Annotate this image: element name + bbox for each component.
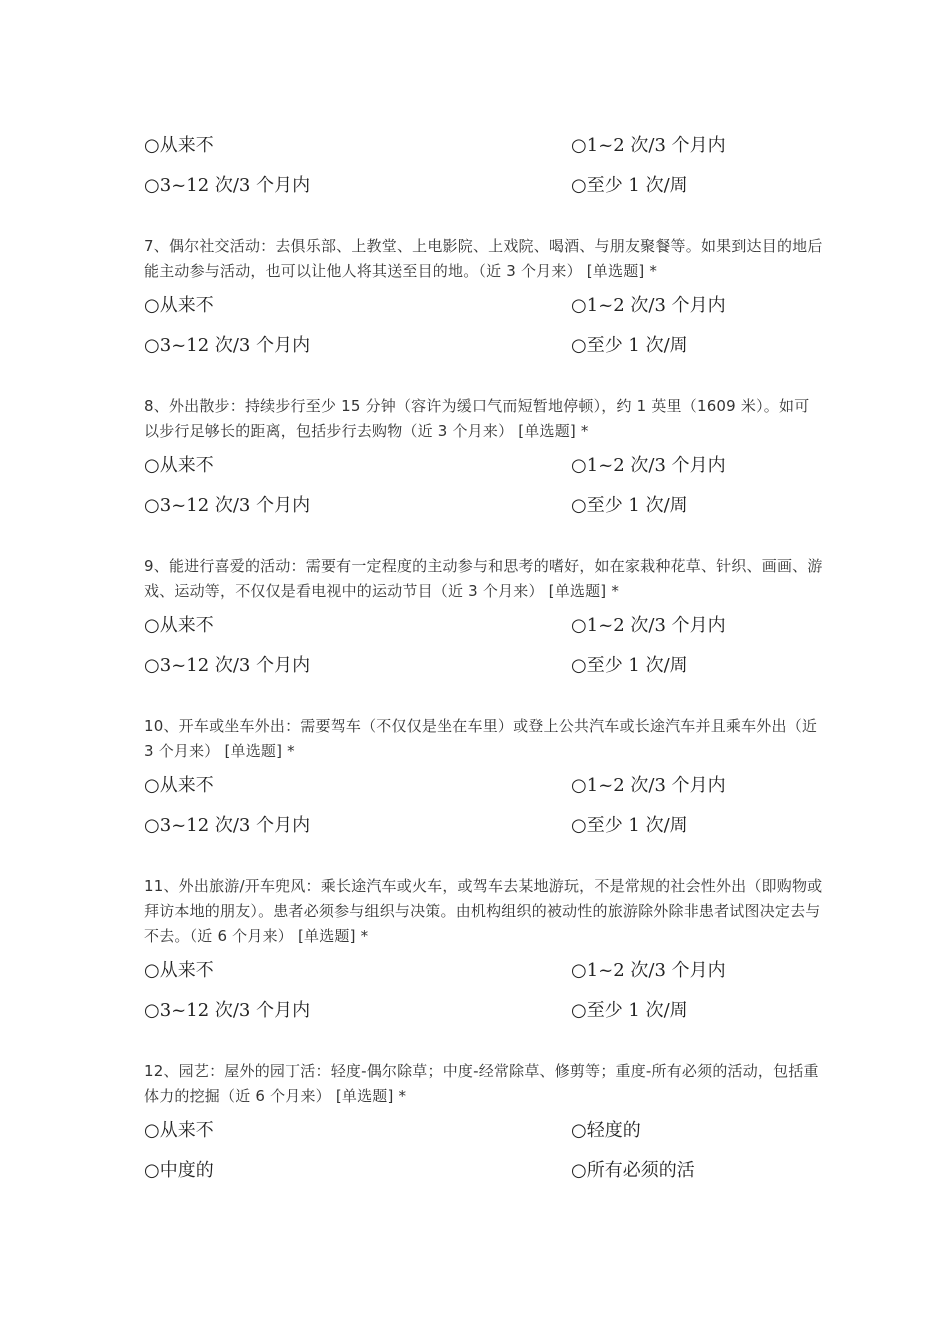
option-3-12-times[interactable]: ○3~12 次/3 个月内 bbox=[144, 815, 311, 836]
options-grid bbox=[144, 768, 824, 848]
option-3-12-times[interactable]: ○3~12 次/3 个月内 bbox=[144, 495, 311, 516]
option-3-12-times[interactable]: ○3~12 次/3 个月内 bbox=[144, 1000, 311, 1021]
option-1-2-times[interactable]: ○1~2 次/3 个月内 bbox=[571, 135, 726, 156]
options-grid bbox=[144, 288, 824, 368]
option-never[interactable]: ○从来不 bbox=[144, 960, 214, 981]
options-grid bbox=[144, 608, 824, 688]
question-text: 10、开车或坐车外出：需要驾车（不仅仅是坐在车里）或登上公共汽车或长途汽车并且乘车外出（近 3 个月来） [单选题] * bbox=[144, 717, 818, 760]
option-1-2-times[interactable]: ○1~2 次/3 个月内 bbox=[571, 455, 726, 476]
option-never[interactable]: ○从来不 bbox=[144, 1120, 214, 1141]
option-1-2-times[interactable]: ○1~2 次/3 个月内 bbox=[571, 960, 726, 981]
options-grid bbox=[144, 128, 824, 208]
option-weekly[interactable]: ○至少 1 次/周 bbox=[571, 1000, 688, 1021]
option-moderate[interactable]: ○中度的 bbox=[144, 1160, 214, 1181]
options-grid bbox=[144, 953, 824, 1033]
question-text: 9、能进行喜爱的活动：需要有一定程度的主动参与和思考的嗜好，如在家栽种花草、针织、画画、游戏、运动等，不仅仅是看电视中的运动节目（近 3 个月来） [单选题] * bbox=[144, 557, 823, 600]
question-text: 11、外出旅游/开车兜风：乘长途汽车或火车，或驾车去某地游玩，不是常规的社会性外出（即购物或拜访本地的朋友）。患者必须参与组织与决策。由机构组织的被动性的旅游除外除非患者试图决定去与不去。（近 6 个月来） [单选题] * bbox=[144, 877, 823, 945]
option-3-12-times[interactable]: ○3~12 次/3 个月内 bbox=[144, 655, 311, 676]
option-3-12-times[interactable]: ○3~12 次/3 个月内 bbox=[144, 335, 311, 356]
question-text: 7、偶尔社交活动：去俱乐部、上教堂、上电影院、上戏院、喝酒、与朋友聚餐等。如果到达目的地后能主动参与活动，也可以让他人将其送至目的地。（近 3 个月来） [单选题] * bbox=[144, 237, 823, 280]
option-weekly[interactable]: ○至少 1 次/周 bbox=[571, 175, 688, 196]
option-never[interactable]: ○从来不 bbox=[144, 775, 214, 796]
question-text: 12、园艺：屋外的园丁活：轻度-偶尔除草；中度-经常除草、修剪等；重度-所有必须的活动，包括重体力的挖掘（近 6 个月来） [单选题] * bbox=[144, 1062, 819, 1105]
option-3-12-times[interactable]: ○3~12 次/3 个月内 bbox=[144, 175, 311, 196]
question-10 bbox=[144, 714, 824, 848]
option-1-2-times[interactable]: ○1~2 次/3 个月内 bbox=[571, 295, 726, 316]
option-never[interactable]: ○从来不 bbox=[144, 135, 214, 156]
option-1-2-times[interactable]: ○1~2 次/3 个月内 bbox=[571, 615, 726, 636]
option-weekly[interactable]: ○至少 1 次/周 bbox=[571, 655, 688, 676]
question-11 bbox=[144, 874, 824, 1033]
options-grid bbox=[144, 1113, 824, 1193]
option-all-necessary[interactable]: ○所有必须的活 bbox=[571, 1160, 695, 1181]
option-weekly[interactable]: ○至少 1 次/周 bbox=[571, 815, 688, 836]
option-light[interactable]: ○轻度的 bbox=[571, 1120, 641, 1141]
option-1-2-times[interactable]: ○1~2 次/3 个月内 bbox=[571, 775, 726, 796]
question-9 bbox=[144, 554, 824, 688]
option-weekly[interactable]: ○至少 1 次/周 bbox=[571, 495, 688, 516]
question-12 bbox=[144, 1059, 824, 1193]
questionnaire-page bbox=[144, 128, 824, 1193]
options-grid bbox=[144, 448, 824, 528]
option-never[interactable]: ○从来不 bbox=[144, 295, 214, 316]
question-7 bbox=[144, 234, 824, 368]
option-never[interactable]: ○从来不 bbox=[144, 615, 214, 636]
question-8 bbox=[144, 394, 824, 528]
option-never[interactable]: ○从来不 bbox=[144, 455, 214, 476]
option-weekly[interactable]: ○至少 1 次/周 bbox=[571, 335, 688, 356]
question-text: 8、外出散步：持续步行至少 15 分钟（容许为缓口气而短暂地停顿），约 1 英里（1609 米）。如可以步行足够长的距离，包括步行去购物（近 3 个月来） [单选题] * bbox=[144, 397, 810, 440]
question-6 bbox=[144, 128, 824, 208]
